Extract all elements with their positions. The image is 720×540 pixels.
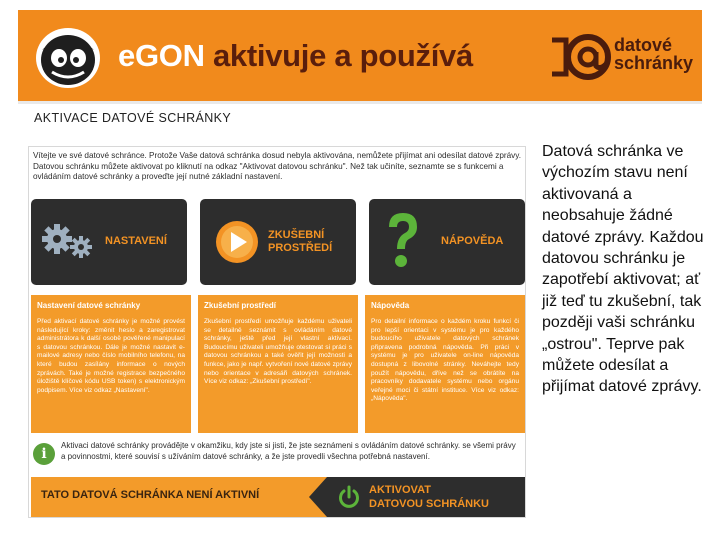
help-info-heading: Nápověda	[371, 301, 410, 310]
test-environment-info-body: Zkušební prostředí umožňuje každému uživateli se detailně seznámit s ovládáním datové schránky, ještě před její vlastní aktivací. Budoucímu uživateli umožňuje otestovat si práci s datovou schránkou a také ověřit její možnosti a funkce, jako je např. vytvoření nové datové zprávy nebo orientace v adresáři datových schránek. Více viz odkaz: „Zkušební prostředí".	[204, 318, 352, 386]
section-title: AKTIVACE DATOVÉ SCHRÁNKY	[34, 111, 232, 125]
help-info-column	[365, 295, 525, 433]
play-icon	[214, 219, 260, 265]
settings-info-body: Před aktivací datové schránky je možné provést následující kroky: změnit heslo a zaregistrovat administrátora k další osobě pověřené manipulací s datovou schránkou. Dále je možné nastavit e-mailové adresy nebo číslo mobilního telefonu, na které budou zasílány informace o nových zprávách. Také je možné registrace bezpečného úložiště klíčové kódu USB token) s elektronickým podpisem. Více viz odkaz „Nastavení".	[37, 318, 185, 394]
header-banner	[18, 10, 702, 104]
egon-mascot-logo	[32, 24, 104, 90]
settings-info-column	[31, 295, 191, 433]
activation-screen-panel	[28, 146, 526, 518]
settings-info-heading: Nastavení datové schránky	[37, 301, 141, 310]
activate-mailbox-button[interactable]	[327, 477, 525, 517]
help-tile-label: NÁPOVĚDA	[441, 235, 504, 247]
activation-notice	[31, 439, 523, 473]
info-icon: i	[33, 443, 55, 465]
intro-text: Vítejte ve své datové schránce. Protože Vaše datová schránka dosud nebyla aktivována, nemůžete přijímat ani odesílat datové zprávy. Datovou schránku můžete aktivovat po kliknutí na odkaz "Aktivovat datovou schránku". Než tak učiníte, seznamte se s funkcemi a ovládáním datové schránky a proveďte její nutné základní nastavení.	[33, 151, 522, 182]
test-environment-info-heading: Zkušební prostředí	[204, 301, 277, 310]
gears-icon	[41, 221, 97, 261]
question-icon	[383, 211, 423, 273]
test-environment-tile[interactable]	[200, 199, 356, 285]
banner-title: eGON aktivuje a používá	[118, 38, 473, 73]
activate-mailbox-label: AKTIVOVAT DATOVOU SCHRÁNKU	[369, 484, 489, 510]
test-environment-tile-label: ZKUŠEBNÍ PROSTŘEDÍ	[268, 229, 333, 254]
power-icon	[337, 485, 361, 509]
description-text: Datová schránka ve výchozím stavu není aktivovaná a neobsahuje žádné datové zprávy. Každou datovou schránku je zapotřebí aktivovat; ať již teď tu zkušební, tak později vaši schránku „ostrou". Teprve pak můžete odesílat a přijímat datové zprávy.	[542, 143, 704, 396]
help-tile[interactable]	[369, 199, 525, 285]
activation-notice-text: Aktivaci datové schránky provádějte v okamžiku, kdy jste si jisti, že jste seznámeni s ovládáním datové schránky. se všemi právy a povinnostmi, které souvisí s užíváním datové schránky, a že jste provedli všechna potřebná nastavení.	[61, 441, 516, 461]
settings-tile-label: NASTAVENÍ	[105, 235, 167, 247]
inactive-status-text: TATO DATOVÁ SCHRÁNKA NENÍ AKTIVNÍ	[41, 489, 260, 501]
test-environment-info-column	[198, 295, 358, 433]
help-info-body: Pro detailní informace o každém kroku funkcí či pro lepší orientaci v systému je pro každého budoucího uživatele datových schránek připravena podrobná nápověda. Při práci v systému je pro uživatele on-line nápověda dostupná z libovolné stránky. Neváhejte tedy použít nápovědu, dříve než se obrátíte na pracovníky dodavatele systému nebo orgánu veřejné moci či státní instituce. Více viz odkaz: „Nápověda".	[371, 318, 519, 403]
datove-schranky-wordmark: datové schránky	[614, 35, 694, 73]
settings-tile[interactable]	[31, 199, 187, 285]
status-bar	[31, 477, 525, 517]
